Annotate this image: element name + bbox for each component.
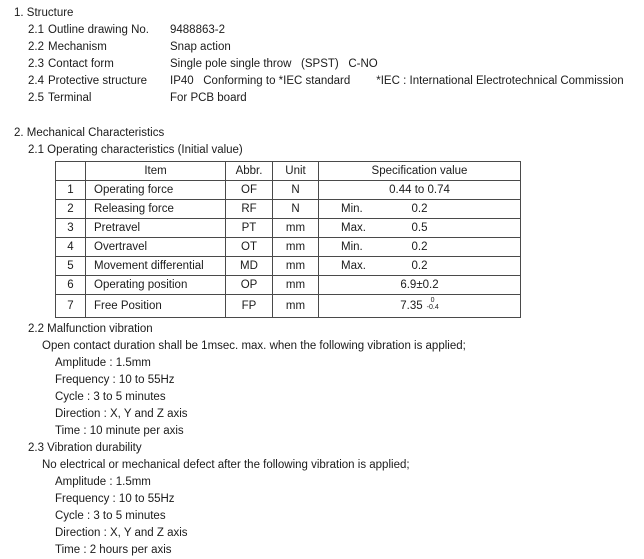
spec-qualifier: Min.: [341, 203, 363, 215]
vibration-detail-line: Frequency : 10 to 55Hz: [55, 374, 175, 386]
tolerance-lower: -0.4: [426, 304, 439, 312]
header-no: [56, 162, 86, 181]
unit-cell: mm: [273, 257, 319, 276]
item-number: 2.4: [28, 75, 44, 87]
structure-item: [28, 39, 644, 56]
item-label-group: [28, 39, 170, 56]
vibration-detail-line: Cycle : 3 to 5 minutes: [55, 510, 166, 522]
item-label-group: [28, 56, 170, 73]
spec-cell: [319, 200, 521, 219]
structure-item: [28, 22, 644, 39]
table-row: [56, 257, 521, 276]
unit-cell: mm: [273, 295, 319, 318]
item-note: *IEC : International Electrotechnical Commission: [376, 75, 624, 87]
header-abbr: Abbr.: [226, 162, 273, 181]
abbr-cell: PT: [226, 219, 273, 238]
item-cell: Movement differential: [86, 257, 226, 276]
item-number: 2.2: [28, 41, 44, 53]
row-number-cell: 7: [56, 295, 86, 318]
table-row: [56, 295, 521, 318]
section-malfunction-title: 2.2 Malfunction vibration: [28, 323, 153, 335]
row-number-cell: 3: [56, 219, 86, 238]
header-spec: Specification value: [319, 162, 521, 181]
section-mechanical-title: 2. Mechanical Characteristics: [14, 127, 165, 139]
malfunction-intro: Open contact duration shall be 1msec. max. when the following vibration is applied;: [42, 340, 466, 352]
unit-cell: mm: [273, 276, 319, 295]
item-value: Snap action: [170, 41, 231, 53]
unit-cell: mm: [273, 238, 319, 257]
table-row: [56, 181, 521, 200]
durability-intro: No electrical or mechanical defect after the following vibration is applied;: [42, 459, 410, 471]
header-item: Item: [86, 162, 226, 181]
structure-items: [0, 22, 644, 107]
tolerance-upper: 0: [430, 297, 435, 305]
table-header-row: [56, 162, 521, 181]
item-cell: Operating position: [86, 276, 226, 295]
item-value: 9488863-2: [170, 24, 225, 36]
structure-item: [28, 56, 644, 73]
spec-value: 0.44 to 0.74: [389, 183, 450, 196]
table-row: [56, 200, 521, 219]
spec-cell: [319, 257, 521, 276]
spec-qualifier: Min.: [341, 241, 363, 253]
header-unit: Unit: [273, 162, 319, 181]
unit-cell: N: [273, 181, 319, 200]
structure-item: [28, 90, 644, 107]
spec-value: 6.9±0.2: [400, 278, 439, 291]
row-number-cell: 1: [56, 181, 86, 200]
abbr-cell: OT: [226, 238, 273, 257]
spec-value: 0.2: [411, 240, 428, 253]
item-label: Terminal: [48, 92, 92, 104]
item-value: Single pole single throw (SPST) C-NO: [170, 58, 378, 70]
vibration-detail-line: Direction : X, Y and Z axis: [55, 527, 188, 539]
vibration-detail-line: Time : 10 minute per axis: [55, 425, 184, 437]
spec-cell: [319, 276, 521, 295]
item-number: 2.1: [28, 24, 44, 36]
spec-cell: [319, 238, 521, 257]
item-number: 2.5: [28, 92, 44, 104]
row-number-cell: 4: [56, 238, 86, 257]
abbr-cell: OF: [226, 181, 273, 200]
operating-characteristics-subtitle: 2.1 Operating characteristics (Initial value): [28, 144, 243, 156]
vibration-detail-line: Cycle : 3 to 5 minutes: [55, 391, 166, 403]
vibration-detail-line: Frequency : 10 to 55Hz: [55, 493, 175, 505]
item-label: Contact form: [48, 58, 114, 70]
spec-value: 0.2: [411, 202, 428, 215]
item-label-group: [28, 90, 170, 107]
durability-details: [0, 474, 644, 559]
abbr-cell: RF: [226, 200, 273, 219]
table-head: [56, 162, 521, 181]
item-value: For PCB board: [170, 92, 247, 104]
item-number: 2.3: [28, 58, 44, 70]
abbr-cell: MD: [226, 257, 273, 276]
vibration-detail-line: Time : 2 hours per axis: [55, 544, 172, 556]
item-label: Protective structure: [48, 75, 148, 87]
malfunction-details: [0, 355, 644, 440]
item-value: IP40 Conforming to *IEC standard: [170, 75, 351, 87]
vibration-detail-line: Direction : X, Y and Z axis: [55, 408, 188, 420]
tolerance-stack: [427, 297, 439, 311]
spec-cell: [319, 295, 521, 318]
section-structure-title: 1. Structure: [14, 7, 74, 19]
unit-cell: N: [273, 200, 319, 219]
spec-qualifier: Max.: [341, 260, 366, 272]
spec-value: 0.5: [411, 221, 428, 234]
unit-cell: mm: [273, 219, 319, 238]
row-number-cell: 5: [56, 257, 86, 276]
table-row: [56, 219, 521, 238]
spec-cell: [319, 181, 521, 200]
item-label: Outline drawing No.: [48, 24, 149, 36]
structure-item: [28, 73, 644, 90]
item-label-group: [28, 22, 170, 39]
item-label-group: [28, 73, 170, 90]
item-cell: Releasing force: [86, 200, 226, 219]
item-cell: Pretravel: [86, 219, 226, 238]
row-number-cell: 2: [56, 200, 86, 219]
item-label: Mechanism: [48, 41, 107, 53]
vibration-detail-line: Amplitude : 1.5mm: [55, 476, 151, 488]
item-cell: Overtravel: [86, 238, 226, 257]
row-number-cell: 6: [56, 276, 86, 295]
abbr-cell: OP: [226, 276, 273, 295]
spec-qualifier: Max.: [341, 222, 366, 234]
spec-value: 7.35: [400, 299, 423, 312]
item-cell: Free Position: [86, 295, 226, 318]
abbr-cell: FP: [226, 295, 273, 318]
table-row: [56, 276, 521, 295]
table-body: [56, 181, 521, 318]
table-row: [56, 238, 521, 257]
spec-value: 0.2: [411, 259, 428, 272]
item-cell: Operating force: [86, 181, 226, 200]
operating-characteristics-table: [55, 161, 521, 318]
section-durability-title: 2.3 Vibration durability: [28, 442, 142, 454]
vibration-detail-line: Amplitude : 1.5mm: [55, 357, 151, 369]
spec-cell: [319, 219, 521, 238]
